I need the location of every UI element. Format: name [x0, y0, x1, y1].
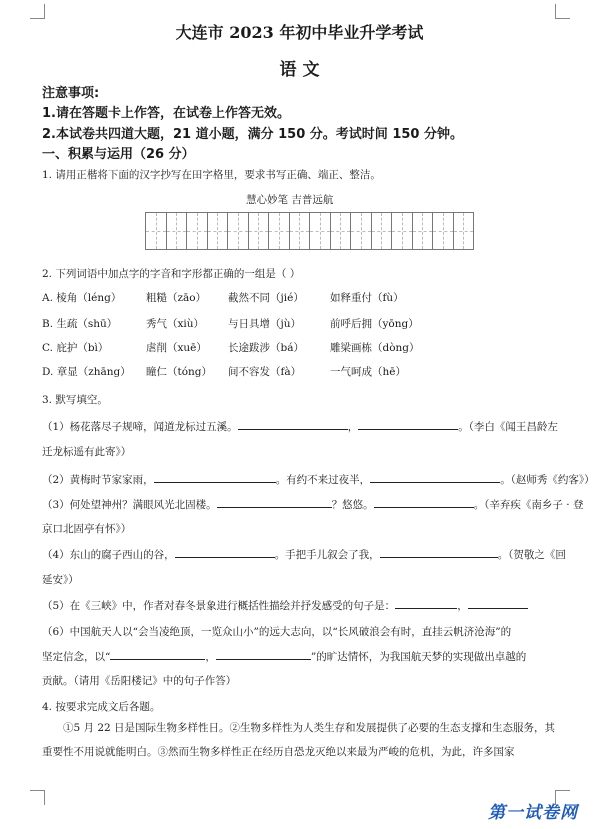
question-1-words: 慧心妙笔 吉普远航	[246, 194, 334, 206]
footer-logo: 第一试卷网	[488, 803, 578, 823]
question-2-text: 2. 下列词语中加点字的字音和字形都正确的一组是（ ）	[42, 268, 301, 280]
question-3-text: 3. 默写填空。	[42, 394, 108, 406]
option-cell: 长途跋涉（bá）	[228, 342, 304, 354]
option-cell: A. 棱角（léng）	[42, 292, 122, 304]
blank-line[interactable]	[380, 548, 498, 558]
corner-mark-bottom-left	[30, 790, 45, 805]
corner-mark-top-left	[30, 4, 45, 19]
tianzige-grid[interactable]	[146, 212, 474, 250]
section-1-title: 一、积累与运用（26 分）	[42, 147, 195, 162]
blank-line[interactable]	[238, 420, 348, 430]
option-cell: 秀气（xiù）	[146, 318, 205, 330]
option-cell: 如释重付（fù）	[330, 292, 404, 304]
question-4-text: 4. 按要求完成文后各题。	[42, 701, 161, 713]
fill-item-1-cont: 迁龙标遥有此寄》）	[42, 446, 132, 458]
fill-item-6: （6）中国航天人以“会当凌绝顶，一览众山小”的远大志向，以“长风破浪会有时，直挂云帆济沧海”的	[42, 626, 512, 638]
blank-line[interactable]	[358, 420, 458, 430]
option-cell: 虐削（xuē）	[146, 342, 207, 354]
fill-item-6-line2: 坚定信念，以“ ， ”的旷达情怀，为我国航天梦的实现做出卓越的	[42, 651, 527, 663]
option-cell: 前呼后拥（yōng）	[330, 318, 419, 330]
blank-line[interactable]	[395, 599, 457, 609]
notice-heading: 注意事项:	[42, 86, 100, 101]
blank-line[interactable]	[175, 548, 275, 558]
question-1-text: 1. 请用正楷将下面的汉字抄写在田字格里，要求书写正确、端正、整洁。	[42, 169, 381, 181]
option-cell: 雕梁画栋（dòng）	[330, 342, 420, 354]
option-cell: 与日具增（jù）	[228, 318, 302, 330]
corner-mark-top-right	[555, 4, 570, 19]
option-cell: 瞳仁（tóng）	[146, 366, 213, 378]
option-cell: 间不容发（fà）	[228, 366, 302, 378]
fill-item-1: （1）杨花落尽子规啼，闻道龙标过五溪。 ， 。（李白《闻王昌龄左	[42, 421, 558, 433]
fill-item-5: （5）在《三峡》中，作者对春冬景象进行概括性描绘并抒发感受的句子是： ，	[42, 598, 528, 613]
notice-item-1: 1.请在答题卡上作答，在试卷上作答无效。	[42, 106, 290, 121]
option-cell: 一气呵成（hē）	[330, 366, 406, 378]
option-cell: B. 生疏（shū）	[42, 318, 118, 330]
notice-item-2: 2.本试卷共四道大题，21 道小题，满分 150 分。考试时间 150 分钟。	[42, 127, 463, 142]
fill-item-3: （3）何处望神州？满眼风光北固楼。 ？悠悠。 。（辛弃疾《南乡子 · 登	[42, 499, 584, 511]
subject-title: 语 文	[279, 60, 320, 80]
blank-line[interactable]	[217, 498, 332, 508]
question-4-passage: ①5 月 22 日是国际生物多样性日。②生物多样性为人类生存和发展提供了必要的生态支撑和生态服务，其重要性不用说就能明白。③然而生物多样性正在经历自恐龙灭绝以来最为严峻的危机，为此，许多国家	[42, 722, 556, 758]
fill-item-3-cont: 京口北固亭有怀》）	[42, 523, 132, 535]
option-cell: 截然不同（jié）	[228, 292, 304, 304]
exam-title: 大连市 2023 年初中毕业升学考试	[175, 23, 424, 42]
blank-line[interactable]	[110, 650, 205, 660]
blank-line[interactable]	[154, 473, 276, 483]
fill-item-6-line3: 贡献。（请用《岳阳楼记》中的句子作答）	[42, 675, 237, 687]
option-cell: 粗糙（zāo）	[146, 292, 207, 304]
blank-line[interactable]	[374, 498, 474, 508]
fill-item-2: （2）黄梅时节家家雨， 。有约不来过夜半， 。（赵师秀《约客》）	[42, 474, 595, 486]
blank-line[interactable]	[216, 650, 311, 660]
option-cell: D. 章显（zhāng）	[42, 366, 131, 378]
fill-item-4: （4）东山的腐子西山的谷， 。手把手儿叙会了我， 。（贺敬之《回	[42, 549, 566, 561]
option-cell: C. 庇护（bì）	[42, 342, 109, 354]
fill-item-4-cont: 延安》）	[42, 574, 79, 586]
blank-line[interactable]	[468, 599, 528, 609]
blank-line[interactable]	[370, 473, 500, 483]
